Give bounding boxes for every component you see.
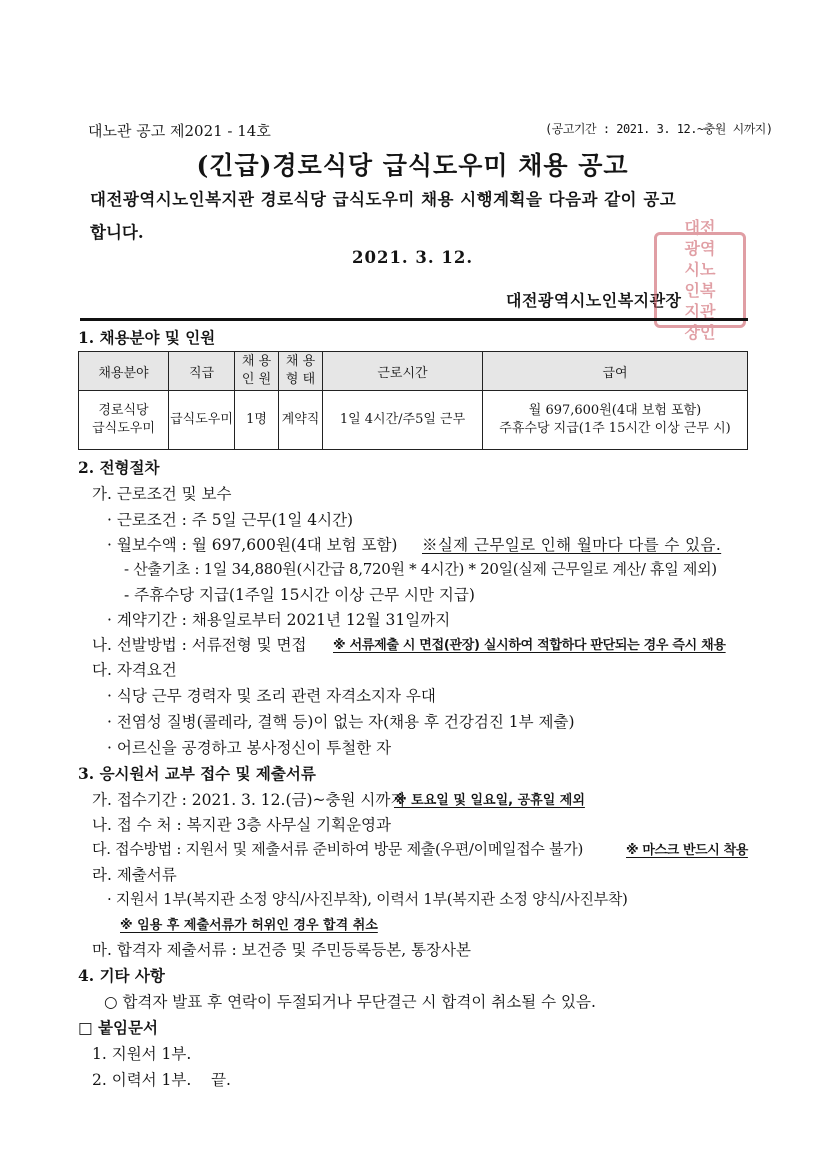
list-item: - 산출기초 : 1일 34,880원(시간급 8,720원 * 4시간) * 20일(실제 근무일로 계산/ 휴일 제외) [124,560,717,578]
other-note: ○ 합격자 발표 후 연락이 두절되거나 무단결근 시 합격이 취소될 수 있음. [104,993,596,1011]
table-header-cell: 채용분야 [79,352,169,391]
application-period: 가. 접수기간 : 2021. 3. 12.(금)~충원 시까지 [92,791,406,809]
intro-text-line1: 대전광역시노인복지관 경로식당 급식도우미 채용 시행계획을 다음과 같이 공고 [90,190,677,209]
table-cell: 1일 4시간/주5일 근무 [323,391,483,450]
qualifications-title: 다. 자격요건 [92,661,177,679]
section3-heading: 3. 응시원서 교부 접수 및 제출서류 [78,764,316,783]
application-method: 다. 접수방법 : 지원서 및 제출서류 준비하여 방문 제출(우편/이메일접수 불가) [92,840,583,858]
successful-applicant-documents: 마. 합격자 제출서류 : 보건증 및 주민등록등본, 통장사본 [92,941,471,959]
table-cell: 1명 [235,391,279,450]
false-documents-note: ※ 임용 후 제출서류가 허위인 경우 합격 취소 [120,918,378,933]
application-location: 나. 접 수 처 : 복지관 3층 사무실 기획운영과 [92,816,391,834]
attachment-item: 2. 이력서 1부. 끝. [92,1071,231,1089]
section2-heading: 2. 전형절차 [78,458,160,477]
salary-note: ※실제 근무일로 인해 월마다 다를 수 있음. [422,536,722,554]
table-cell: 급식도우미 [169,391,235,450]
working-conditions-title: 가. 근로조건 및 보수 [92,485,232,503]
application-period-note: ※ 토요일 및 일요일, 공휴일 제외 [394,793,585,808]
list-item: · 지원서 1부(복지관 소정 양식/사진부착), 이력서 1부(복지관 소정 양식/사진부착) [107,890,628,908]
list-item: - 주휴수당 지급(1주일 15시간 이상 근무 시만 지급) [124,586,475,604]
table-header-cell: 근로시간 [323,352,483,391]
section1-heading: 1. 채용분야 및 인원 [78,328,216,347]
table-header-cell: 직급 [169,352,235,391]
table-row [79,391,748,450]
table-header-cell: 급여 [483,352,748,391]
selection-note: ※ 서류제출 시 면접(관장) 실시하여 적합하다 판단되는 경우 즉시 채용 [333,638,726,653]
table-cell: 경로식당 급식도우미 [79,391,169,450]
table-cell: 월 697,600원(4대 보험 포함) 주휴수당 지급(1주 15시간 이상 근무 시) [483,391,748,450]
table-header-cell: 채 용 인 원 [235,352,279,391]
table-header-cell: 채 용 형 태 [279,352,323,391]
section4-heading: 4. 기타 사항 [78,966,165,985]
list-item: · 전염성 질병(콜레라, 결핵 등)이 없는 자(채용 후 건강검진 1부 제출) [107,713,575,731]
list-item: · 계약기간 : 채용일로부터 2021년 12월 31일까지 [107,611,451,629]
attachments-heading: □ 붙임문서 [78,1018,158,1037]
notice-number: 대노관 공고 제2021 - 14호 [88,122,271,140]
mask-note: ※ 마스크 반드시 착용 [626,843,748,858]
page-title: (긴급)경로식당 급식도우미 채용 공고 [196,151,629,180]
table-header-row [79,352,748,391]
notice-date: 2021. 3. 12. [352,248,474,267]
header-divider [80,318,748,321]
documents-title: 라. 제출서류 [92,866,177,884]
list-item: · 근로조건 : 주 5일 근무(1일 4시간) [107,511,354,529]
list-item: · 어르신을 공경하고 봉사정신이 투철한 자 [107,739,392,757]
notice-period: (공고기간 : 2021. 3. 12.~충원 시까지) [545,122,773,136]
table-cell: 계약직 [279,391,323,450]
attachment-item: 1. 지원서 1부. [92,1045,192,1063]
official-seal: 대전 광역 시노 인복 지관 장인 [654,232,746,328]
list-item: · 식당 근무 경력자 및 조리 관련 자격소지자 우대 [107,687,436,705]
list-item: · 월보수액 : 월 697,600원(4대 보험 포함) [107,536,398,554]
hiring-table [78,351,748,450]
selection-method: 나. 선발방법 : 서류전형 및 면접 [92,636,307,654]
issuer-name: 대전광역시노인복지관장 [506,291,682,310]
intro-text-line2: 합니다. [90,223,144,242]
